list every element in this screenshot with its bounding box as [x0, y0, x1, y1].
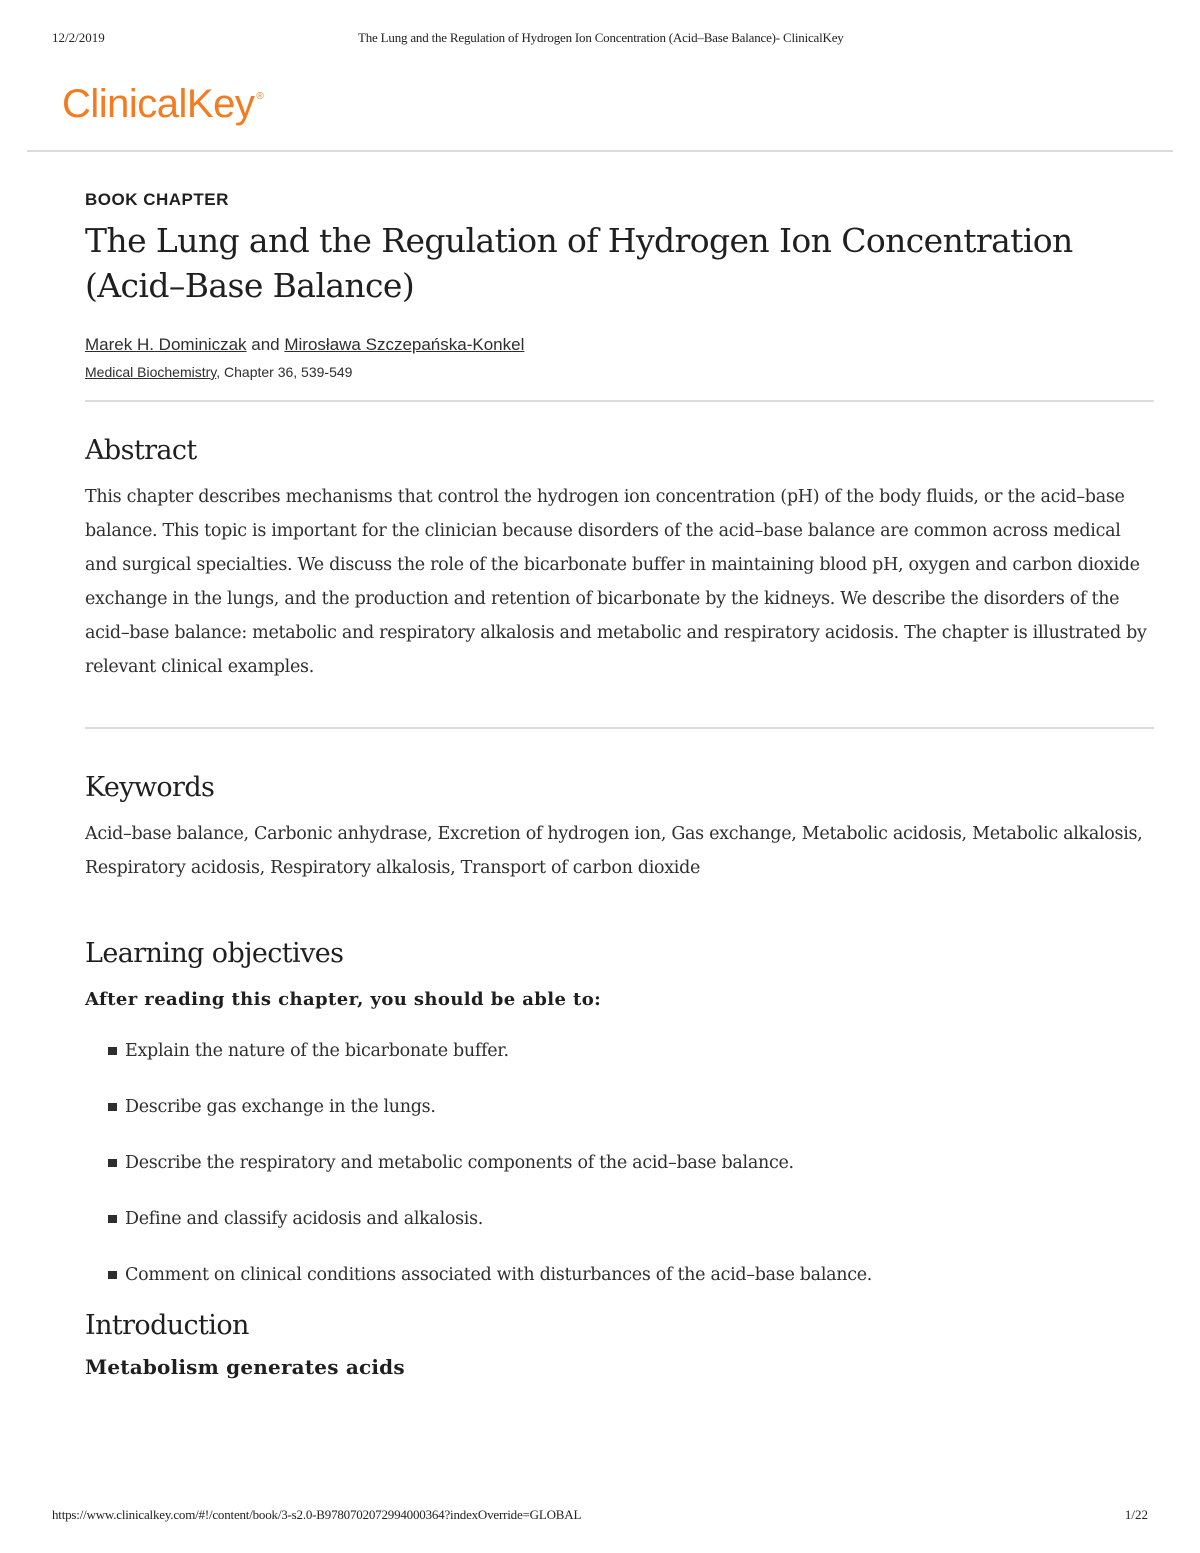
abstract-heading: Abstract [85, 435, 197, 466]
article-content [85, 190, 1154, 1379]
author-link-szczepanska-konkel[interactable]: Mirosława Szczepańska-Konkel [284, 335, 525, 354]
keywords-divider [85, 727, 1154, 729]
objective-item: Define and classify acidosis and alkalosis. [85, 1202, 1154, 1258]
abstract-divider [85, 400, 1154, 402]
print-document-title: The Lung and the Regulation of Hydrogen Ion Concentration (Acid–Base Balance)- ClinicalKey [358, 30, 844, 45]
objective-item: Comment on clinical conditions associated with disturbances of the acid–base balance. [85, 1258, 1154, 1314]
square-bullet-icon [108, 1271, 117, 1279]
keywords-text: Acid–base balance, Carbonic anhydrase, Excretion of hydrogen ion, Gas exchange, Metabolic acidosis, Metabolic alkalosis, Respiratory acidosis, Respiratory alkalosis, Transport of carbon dioxide [85, 824, 1143, 878]
book-title-link[interactable]: Medical Biochemistry [85, 364, 217, 380]
introduction-heading: Introduction [85, 1310, 249, 1341]
learning-objectives-intro: After reading this chapter, you should be able to: [85, 989, 602, 1010]
page-number: 1/22 [1124, 1507, 1148, 1522]
square-bullet-icon [108, 1047, 117, 1055]
objective-item: Explain the nature of the bicarbonate buffer. [85, 1034, 1154, 1090]
chapter-title: The Lung and the Regulation of Hydrogen Ion Concentration (Acid–Base Balance) [85, 221, 1073, 305]
logo-text: ClinicalKey [62, 82, 255, 126]
objective-item: Describe gas exchange in the lungs. [85, 1090, 1154, 1146]
print-header [52, 30, 1148, 50]
square-bullet-icon [108, 1215, 117, 1223]
source-line [85, 364, 1154, 380]
square-bullet-icon [108, 1103, 117, 1111]
content-type-label: BOOK CHAPTER [85, 190, 229, 209]
print-date: 12/2/2019 [52, 30, 105, 45]
learning-objectives-heading: Learning objectives [85, 938, 344, 969]
registered-mark: ® [256, 90, 264, 102]
header-divider [27, 150, 1173, 152]
author-separator: and [246, 335, 285, 354]
print-url: https://www.clinicalkey.com/#!/content/book/3-s2.0-B9780702072994000364?indexOverride=GLOBAL [52, 1507, 582, 1522]
book-details: , Chapter 36, 539-549 [216, 364, 353, 380]
learning-objectives-list [85, 1034, 1154, 1314]
author-line [85, 335, 1154, 355]
introduction-subheading: Metabolism generates acids [85, 1355, 405, 1379]
objective-item: Describe the respiratory and metabolic components of the acid–base balance. [85, 1146, 1154, 1202]
square-bullet-icon [108, 1159, 117, 1167]
author-link-dominiczak[interactable]: Marek H. Dominiczak [85, 335, 247, 354]
keywords-heading: Keywords [85, 772, 215, 803]
clinicalkey-logo[interactable] [62, 82, 263, 127]
abstract-text: This chapter describes mechanisms that control the hydrogen ion concentration (pH) of the body fluids, or the acid–base balance. This topic is important for the clinician because disorders of the acid–base balance are common across medical and surgical specialties. We discuss the role of the bicarbonate buffer in maintaining blood pH, oxygen and carbon dioxide exchange in the lungs, and the production and retention of bicarbonate by the kidneys. We describe the disorders of the acid–base balance: metabolic and respiratory alkalosis and metabolic and respiratory acidosis. The chapter is illustrated by relevant clinical examples. [85, 487, 1147, 677]
